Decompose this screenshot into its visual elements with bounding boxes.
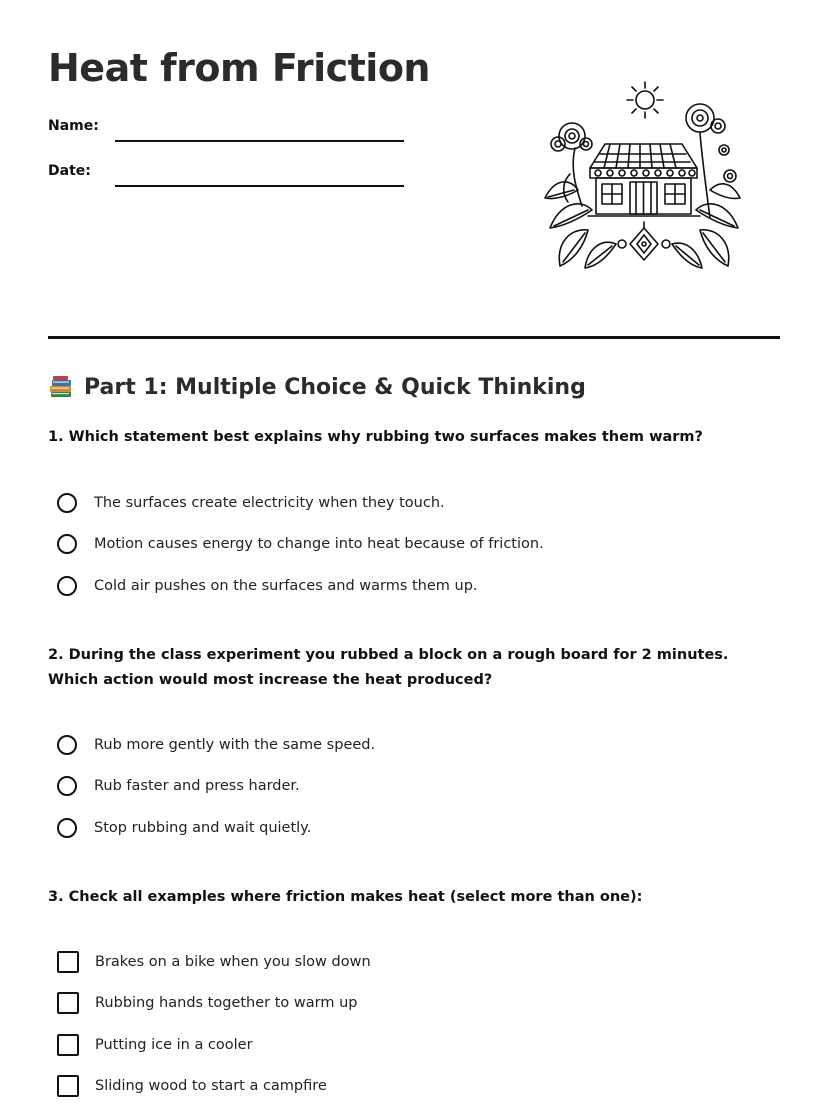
- question-3: 3. Check all examples where friction makes heat (select more than one):: [48, 889, 643, 905]
- radio-button[interactable]: [57, 534, 77, 554]
- radio-button[interactable]: [57, 818, 77, 838]
- q1-option-3[interactable]: [57, 573, 478, 599]
- q3-option-3[interactable]: [57, 1032, 253, 1058]
- q3-option-4[interactable]: [57, 1073, 327, 1099]
- radio-button[interactable]: [57, 735, 77, 755]
- option-label: Motion causes energy to change into heat because of friction.: [94, 536, 544, 552]
- option-label: Putting ice in a cooler: [95, 1037, 253, 1053]
- date-label: Date:: [48, 163, 91, 179]
- left-leaves-icon: [545, 174, 616, 268]
- checkbox[interactable]: [57, 1034, 79, 1056]
- question-1: 1. Which statement best explains why rubbing two surfaces makes them warm?: [48, 429, 703, 445]
- q3-option-1[interactable]: [57, 949, 371, 975]
- radio-button[interactable]: [57, 776, 77, 796]
- name-line[interactable]: [115, 140, 404, 142]
- house-icon: [588, 144, 700, 216]
- radio-button[interactable]: [57, 576, 77, 596]
- option-label: Stop rubbing and wait quietly.: [94, 820, 312, 836]
- q1-option-2[interactable]: [57, 531, 544, 557]
- radio-button[interactable]: [57, 493, 77, 513]
- q2-option-1[interactable]: [57, 732, 375, 758]
- option-label: Sliding wood to start a campfire: [95, 1078, 327, 1094]
- option-label: Cold air pushes on the surfaces and warms them up.: [94, 578, 478, 594]
- option-label: Rub faster and press harder.: [94, 778, 300, 794]
- right-leaves-icon: [672, 184, 740, 268]
- house-garden-illustration: [540, 78, 745, 273]
- name-label: Name:: [48, 118, 99, 134]
- question-2: 2. During the class experiment you rubbed a block on a rough board for 2 minutes. Which action would most increase the heat produced?: [48, 647, 729, 688]
- date-line[interactable]: [115, 185, 404, 187]
- ornament-icon: [618, 222, 670, 260]
- checkbox[interactable]: [57, 951, 79, 973]
- q2-option-3[interactable]: [57, 815, 311, 841]
- q2-option-2[interactable]: [57, 773, 300, 799]
- worksheet-title: Heat from Friction: [48, 46, 430, 90]
- q3-option-2[interactable]: [57, 990, 357, 1016]
- option-label: Rub more gently with the same speed.: [94, 737, 376, 753]
- books-icon: [48, 374, 74, 400]
- header-divider: [48, 336, 780, 339]
- sun-icon: [627, 82, 663, 118]
- part1-title: [48, 374, 586, 400]
- q1-option-1[interactable]: [57, 490, 445, 516]
- option-label: Rubbing hands together to warm up: [95, 995, 358, 1011]
- option-label: The surfaces create electricity when they touch.: [94, 495, 445, 511]
- option-label: Brakes on a bike when you slow down: [95, 954, 371, 970]
- checkbox[interactable]: [57, 992, 79, 1014]
- part1-title-text: Part 1: Multiple Choice & Quick Thinking: [84, 374, 586, 400]
- checkbox[interactable]: [57, 1075, 79, 1097]
